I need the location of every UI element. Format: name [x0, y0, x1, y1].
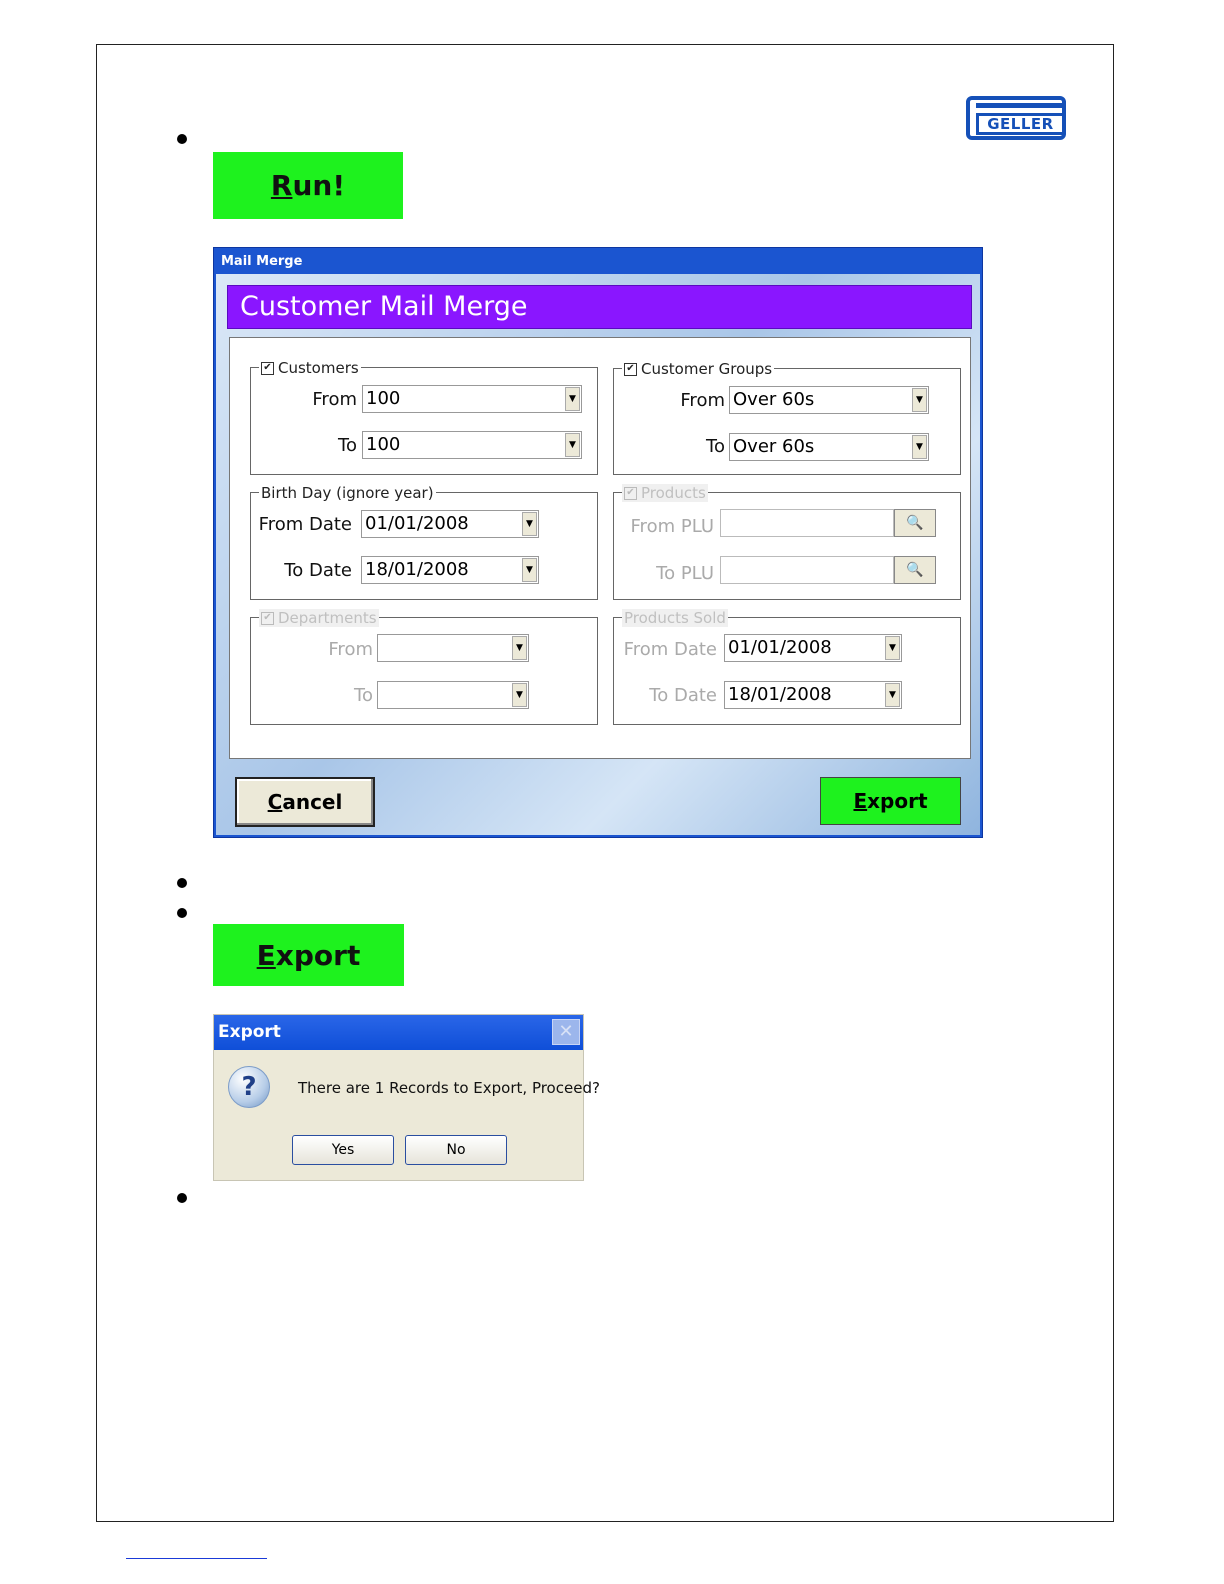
birth-day-to-date[interactable] — [361, 556, 539, 584]
customer-groups-to-label: To — [706, 436, 725, 457]
mail-merge-window — [213, 247, 983, 838]
departments-to-label: To — [354, 685, 373, 706]
products-sold-from-value: 01/01/2008 — [728, 637, 832, 658]
customer-groups-legend — [622, 360, 774, 378]
departments-checkbox[interactable]: ✔ — [261, 612, 274, 625]
bullet-4 — [177, 1193, 187, 1203]
customer-groups-from-combo[interactable] — [729, 386, 929, 414]
products-sold-legend-text: Products Sold — [624, 609, 726, 627]
products-group — [613, 484, 961, 600]
products-legend — [622, 484, 708, 502]
search-icon: 🔍 — [906, 562, 924, 578]
departments-to-combo[interactable] — [377, 681, 529, 709]
logo-bar — [976, 103, 1062, 108]
search-icon: 🔍 — [906, 515, 924, 531]
products-to-label: To PLU — [656, 563, 714, 584]
bullet-1 — [177, 134, 187, 144]
chevron-down-icon[interactable]: ▼ — [885, 683, 900, 707]
customers-group — [250, 359, 598, 475]
customer-groups-to-value: Over 60s — [733, 436, 815, 457]
chevron-down-icon[interactable]: ▼ — [565, 387, 580, 411]
customers-from-label: From — [312, 389, 357, 410]
footer-link-underline — [126, 1558, 267, 1559]
run-label-rest: un! — [292, 169, 346, 202]
chevron-down-icon[interactable]: ▼ — [512, 683, 527, 707]
no-button[interactable]: No — [405, 1135, 507, 1165]
filter-panel — [229, 337, 971, 759]
products-checkbox[interactable]: ✔ — [624, 487, 637, 500]
export-label-rest: xport — [275, 938, 361, 972]
products-from-label: From PLU — [630, 516, 714, 537]
products-sold-from-date[interactable] — [724, 634, 902, 662]
window-title: Mail Merge — [221, 254, 303, 269]
products-sold-to-date[interactable] — [724, 681, 902, 709]
chevron-down-icon[interactable]: ▼ — [522, 558, 537, 582]
customer-groups-from-value: Over 60s — [733, 389, 815, 410]
form-heading: Customer Mail Merge — [227, 285, 972, 329]
yes-button[interactable]: Yes — [292, 1135, 394, 1165]
dialog-title: Export — [214, 1015, 583, 1050]
products-sold-from-label: From Date — [623, 639, 717, 660]
customers-from-combo[interactable] — [362, 385, 582, 413]
products-sold-to-label: To Date — [649, 685, 717, 706]
export-dialog — [213, 1014, 600, 1181]
birth-day-group — [250, 484, 598, 600]
cancel-button[interactable] — [235, 777, 375, 827]
customers-to-combo[interactable] — [362, 431, 582, 459]
chevron-down-icon[interactable]: ▼ — [912, 388, 927, 412]
products-sold-group — [613, 609, 961, 725]
customer-groups-legend-text: Customer Groups — [641, 360, 773, 378]
customers-legend-text: Customers — [278, 359, 359, 377]
customer-groups-from-label: From — [680, 390, 725, 411]
chevron-down-icon[interactable]: ▼ — [565, 433, 580, 457]
chevron-down-icon[interactable]: ▼ — [885, 636, 900, 660]
departments-legend-text: Departments — [278, 609, 377, 627]
birth-day-to-value: 18/01/2008 — [365, 559, 469, 580]
chevron-down-icon[interactable]: ▼ — [512, 636, 527, 660]
departments-legend — [259, 609, 379, 627]
birth-day-legend-text: Birth Day (ignore year) — [261, 484, 434, 502]
products-sold-to-value: 18/01/2008 — [728, 684, 832, 705]
bullet-3 — [177, 908, 187, 918]
customers-checkbox[interactable]: ✔ — [261, 362, 274, 375]
cancel-label-underlined: C — [267, 790, 283, 814]
departments-from-label: From — [328, 639, 373, 660]
chevron-down-icon[interactable]: ▼ — [522, 512, 537, 536]
export-label-underlined: E — [256, 938, 276, 972]
customers-from-value: 100 — [366, 388, 401, 409]
customers-to-value: 100 — [366, 434, 401, 455]
close-icon[interactable]: ✕ — [552, 1019, 580, 1045]
products-legend-text: Products — [641, 484, 706, 502]
birth-day-from-label: From Date — [258, 514, 352, 535]
birth-day-from-value: 01/01/2008 — [365, 513, 469, 534]
run-button[interactable] — [213, 152, 403, 219]
to-plu-input[interactable] — [720, 556, 894, 584]
departments-from-combo[interactable] — [377, 634, 529, 662]
cancel-label-rest: ancel — [282, 790, 343, 814]
chevron-down-icon[interactable]: ▼ — [912, 435, 927, 459]
birth-day-to-label: To Date — [284, 560, 352, 581]
customers-legend — [259, 359, 361, 377]
to-plu-search-button[interactable] — [894, 556, 936, 584]
window-export-label-underlined: E — [853, 789, 868, 813]
export-button[interactable] — [213, 924, 404, 986]
dialog-message: There are 1 Records to Export, Proceed? — [298, 1079, 600, 1097]
run-label-underlined: R — [270, 169, 293, 202]
customer-groups-checkbox[interactable]: ✔ — [624, 363, 637, 376]
customer-groups-to-combo[interactable] — [729, 433, 929, 461]
departments-group — [250, 609, 598, 725]
products-sold-legend — [622, 609, 728, 627]
birth-day-from-date[interactable] — [361, 510, 539, 538]
logo-text: GELLER — [976, 113, 1062, 135]
from-plu-search-button[interactable] — [894, 509, 936, 537]
geller-logo — [966, 96, 1066, 140]
window-export-button[interactable] — [820, 777, 961, 825]
from-plu-input[interactable] — [720, 509, 894, 537]
window-export-label-rest: xport — [867, 789, 928, 813]
customers-to-label: To — [338, 435, 357, 456]
birth-day-legend — [259, 484, 436, 502]
customer-groups-group — [613, 360, 961, 475]
question-icon: ? — [228, 1066, 270, 1108]
bullet-2 — [177, 878, 187, 888]
window-body — [216, 274, 980, 835]
